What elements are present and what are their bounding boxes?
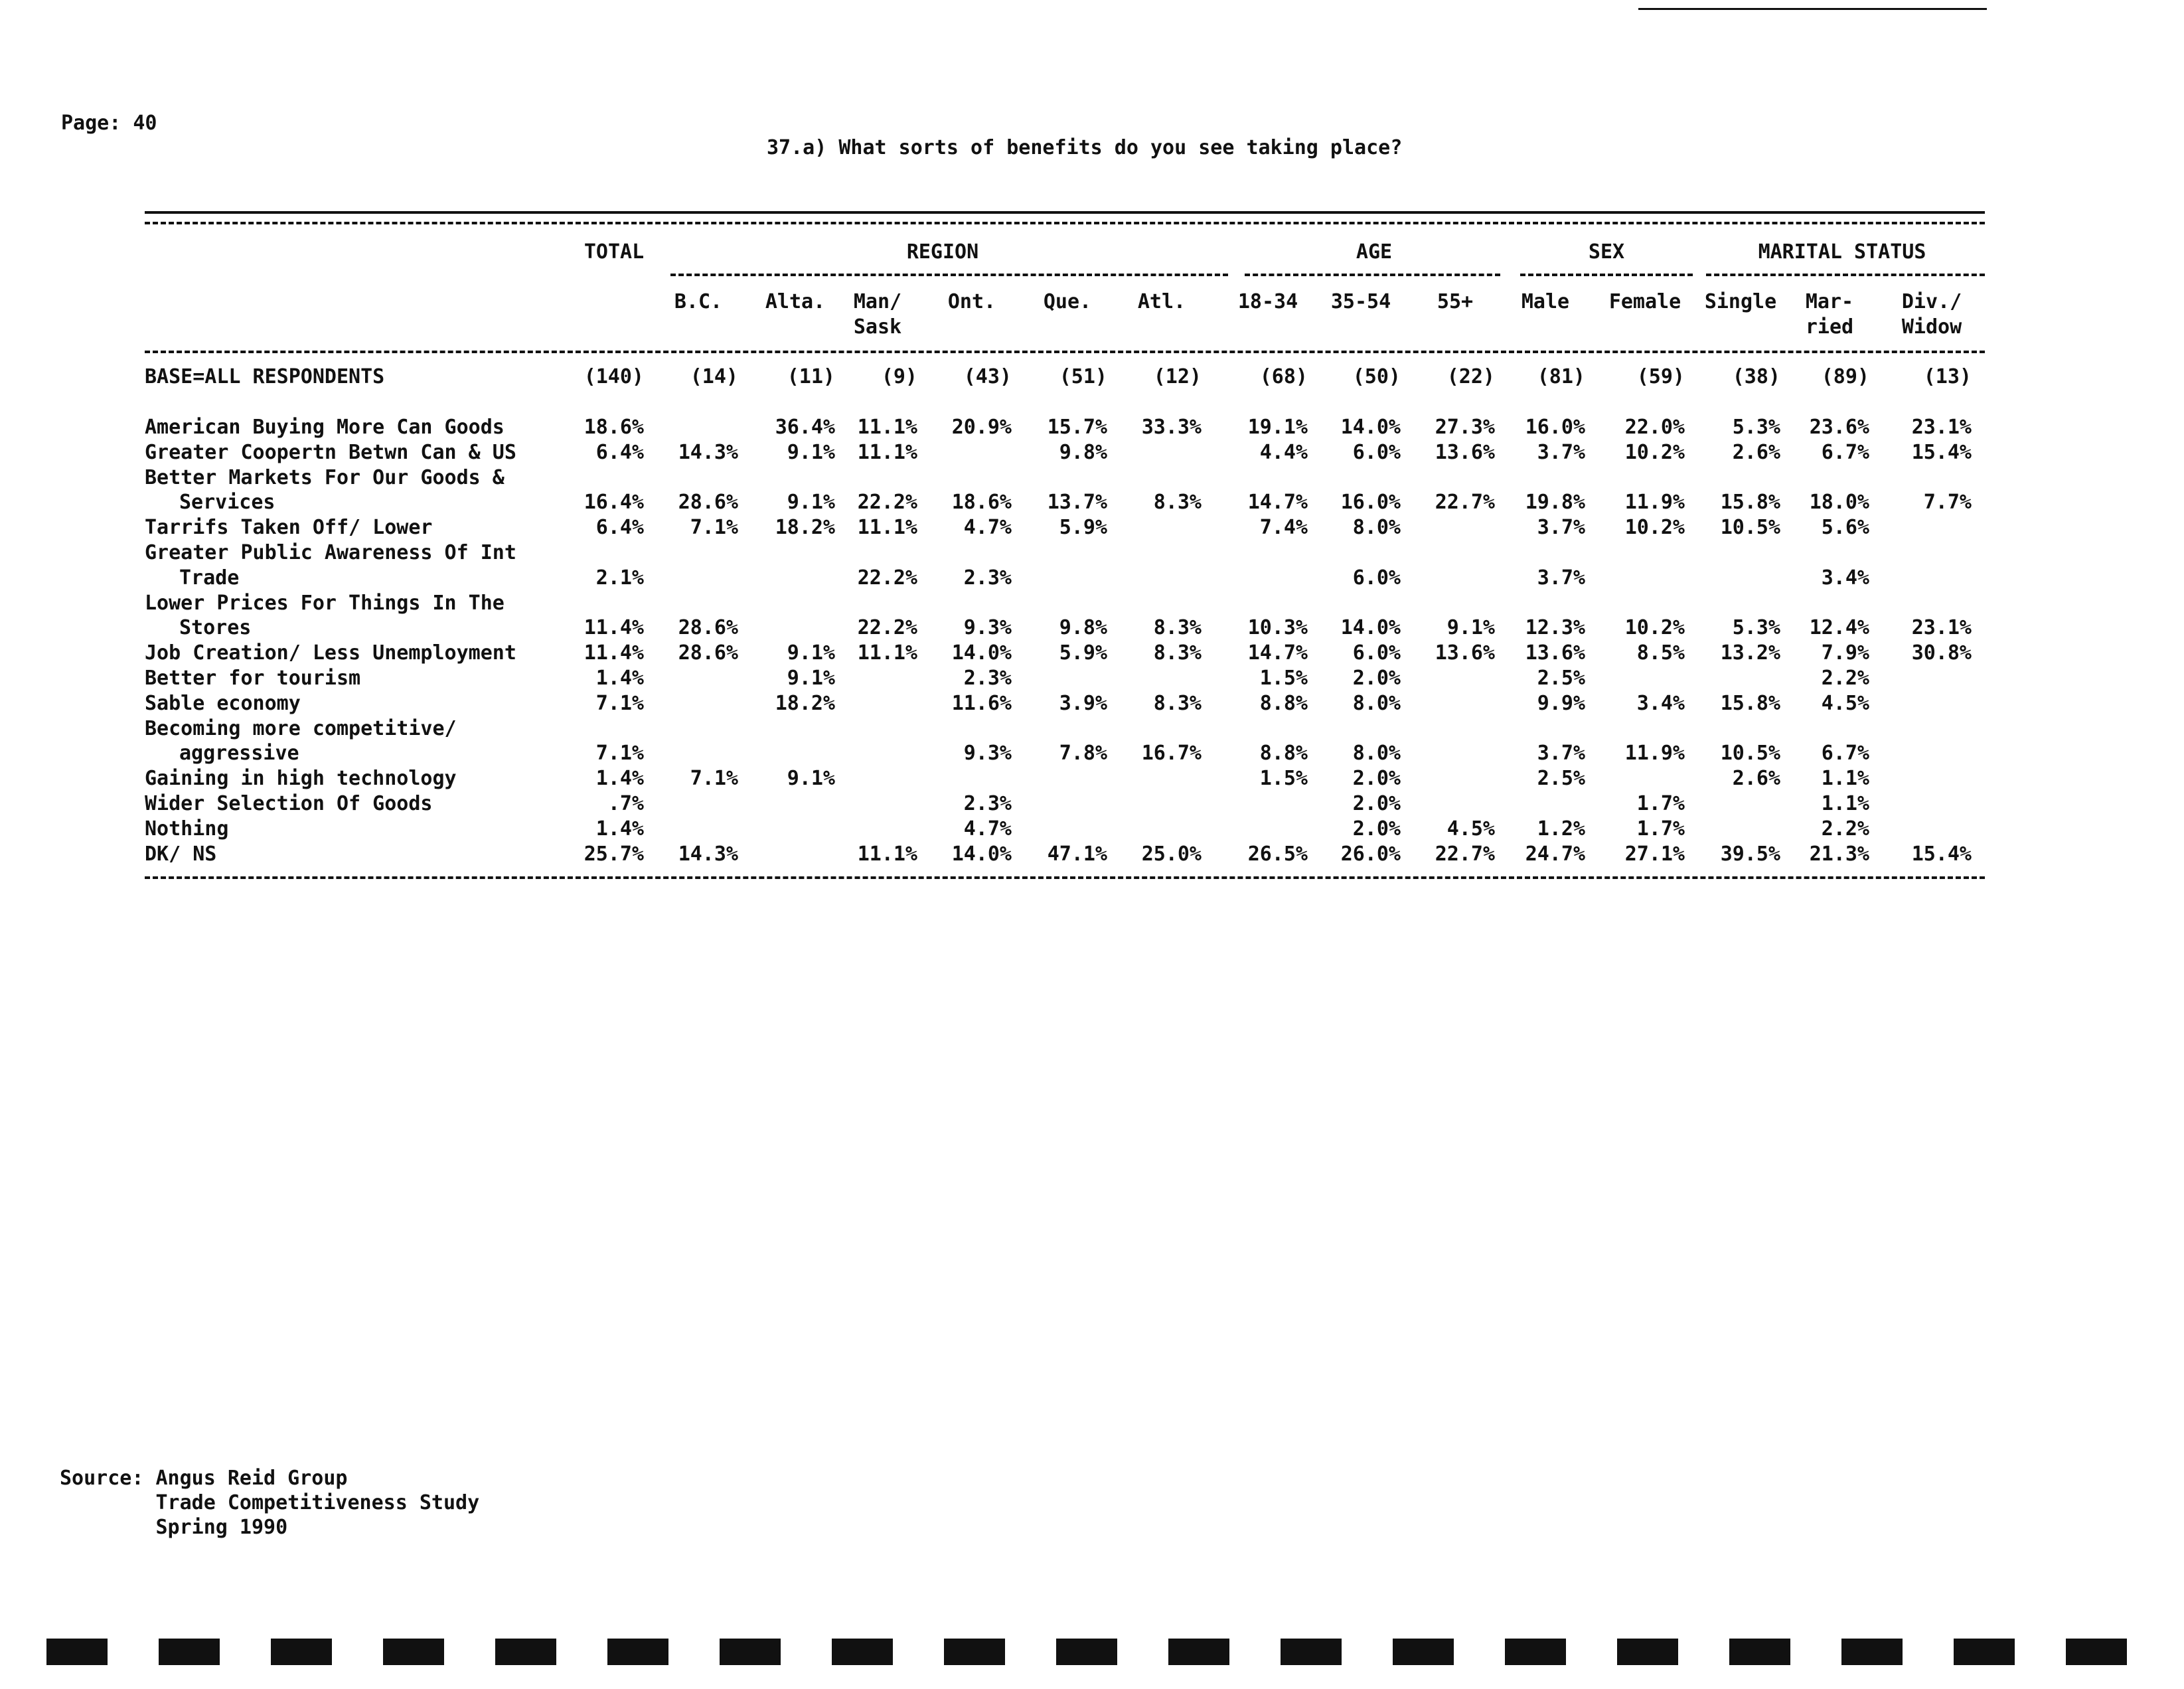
- table-cell: 3.7%: [1537, 566, 1585, 590]
- table-cell: 4.5%: [1821, 691, 1869, 715]
- table-cell: 2.0%: [1352, 792, 1401, 815]
- table-cell: 19.1%: [1247, 416, 1308, 439]
- table-cell: 15.4%: [1911, 842, 1972, 866]
- bottom-mark: [2066, 1639, 2127, 1665]
- table-cell: 3.4%: [1636, 691, 1685, 715]
- table-cell: 28.6%: [678, 491, 738, 515]
- table-cell: 25.0%: [1141, 842, 1202, 866]
- table-cell: 2.2%: [1821, 667, 1869, 690]
- table-cell: 8.8%: [1259, 691, 1308, 715]
- row-label: Job Creation/ Less Unemployment: [145, 641, 516, 665]
- table-bottom-rule: [145, 876, 1985, 879]
- table-cell: 21.3%: [1809, 842, 1869, 866]
- bottom-mark: [1393, 1639, 1454, 1665]
- table-cell: 22.2%: [857, 566, 917, 590]
- table-cell: 9.1%: [1446, 616, 1495, 640]
- table-cell: 11.6%: [951, 691, 1012, 715]
- table-cell: 1.4%: [595, 767, 644, 791]
- table-cell: 3.9%: [1059, 691, 1107, 715]
- row-label: American Buying More Can Goods: [145, 416, 505, 439]
- column-header: Ont.: [947, 290, 996, 313]
- table-cell: 1.7%: [1636, 792, 1685, 815]
- base-value: (59): [1636, 365, 1685, 388]
- column-header: Atl.: [1137, 290, 1186, 313]
- table-cell: 16.4%: [584, 491, 644, 515]
- table-cell: 2.3%: [963, 667, 1012, 690]
- row-label: Tarrifs Taken Off/ Lower: [145, 516, 433, 540]
- base-value: (13): [1923, 365, 1972, 388]
- table-cell: 15.7%: [1047, 416, 1107, 439]
- table-cell: 27.1%: [1624, 842, 1685, 866]
- row-label: Becoming more competitive/: [145, 716, 457, 740]
- bottom-mark: [1168, 1639, 1229, 1665]
- row-label: Better for tourism: [145, 667, 361, 690]
- table-cell: 30.8%: [1911, 641, 1972, 665]
- table-cell: 2.1%: [595, 566, 644, 590]
- bottom-mark: [159, 1639, 220, 1665]
- table-cell: 12.3%: [1525, 616, 1585, 640]
- group-header-region: REGION: [906, 240, 979, 264]
- row-label: DK/ NS: [145, 842, 217, 866]
- table-cell: 1.4%: [595, 667, 644, 690]
- table-cell: 22.7%: [1435, 491, 1495, 515]
- column-header: Div./ Widow: [1901, 290, 1962, 339]
- table-cell: 15.8%: [1720, 691, 1780, 715]
- base-value: (11): [787, 365, 835, 388]
- source-note: Source: Angus Reid Group Trade Competitiveness Study Spring 1990: [60, 1467, 480, 1539]
- table-cell: 3.4%: [1821, 566, 1869, 590]
- table-cell: 9.1%: [787, 641, 835, 665]
- row-label: Greater Public Awareness Of Int: [145, 541, 516, 564]
- table-cell: 12.4%: [1809, 616, 1869, 640]
- table-cell: 5.9%: [1059, 641, 1107, 665]
- table-cell: 13.6%: [1435, 641, 1495, 665]
- table-cell: 7.1%: [595, 742, 644, 765]
- table-cell: 11.4%: [584, 641, 644, 665]
- bottom-mark: [1281, 1639, 1342, 1665]
- group-underline: [1245, 274, 1500, 276]
- table-cell: 2.3%: [963, 566, 1012, 590]
- table-cell: 15.8%: [1720, 491, 1780, 515]
- table-cell: 11.9%: [1624, 742, 1685, 765]
- table-cell: 8.3%: [1153, 491, 1202, 515]
- table-cell: 7.8%: [1059, 742, 1107, 765]
- table-cell: 26.0%: [1340, 842, 1401, 866]
- column-header: Male: [1521, 290, 1570, 313]
- table-cell: 1.4%: [595, 817, 644, 841]
- table-cell: 7.1%: [595, 691, 644, 715]
- table-cell: 6.0%: [1352, 566, 1401, 590]
- table-cell: 24.7%: [1525, 842, 1585, 866]
- table-cell: 9.9%: [1537, 691, 1585, 715]
- table-cell: 10.5%: [1720, 742, 1780, 765]
- table-cell: 2.0%: [1352, 667, 1401, 690]
- table-cell: 2.5%: [1537, 667, 1585, 690]
- group-header-sex: SEX: [1588, 240, 1625, 264]
- table-cell: 11.1%: [857, 641, 917, 665]
- table-cell: 8.5%: [1636, 641, 1685, 665]
- table-cell: 9.3%: [963, 742, 1012, 765]
- column-header: Mar- ried: [1805, 290, 1854, 339]
- base-value: (89): [1821, 365, 1869, 388]
- table-cell: 4.7%: [963, 817, 1012, 841]
- column-header: Man/ Sask: [853, 290, 902, 339]
- bottom-mark: [1729, 1639, 1790, 1665]
- table-cell: .7%: [607, 792, 644, 815]
- table-cell: 16.7%: [1141, 742, 1202, 765]
- table-cell: 3.7%: [1537, 516, 1585, 540]
- table-cell: 22.2%: [857, 491, 917, 515]
- table-cell: 6.0%: [1352, 440, 1401, 464]
- row-label: Greater Coopertn Betwn Can & US: [145, 440, 516, 464]
- table-cell: 9.3%: [963, 616, 1012, 640]
- table-cell: 8.0%: [1352, 516, 1401, 540]
- table-cell: 13.6%: [1435, 440, 1495, 464]
- table-cell: 2.3%: [963, 792, 1012, 815]
- table-cell: 5.9%: [1059, 516, 1107, 540]
- table-cell: 2.6%: [1732, 767, 1780, 791]
- table-cell: 2.0%: [1352, 817, 1401, 841]
- group-underline: [670, 274, 1228, 276]
- table-cell: 18.6%: [951, 491, 1012, 515]
- bottom-mark: [1617, 1639, 1678, 1665]
- table-cell: 4.5%: [1446, 817, 1495, 841]
- table-cell: 1.5%: [1259, 767, 1308, 791]
- table-cell: 5.6%: [1821, 516, 1869, 540]
- table-cell: 23.1%: [1911, 416, 1972, 439]
- bottom-mark: [607, 1639, 668, 1665]
- bottom-mark: [383, 1639, 444, 1665]
- table-cell: 18.2%: [775, 516, 835, 540]
- bottom-mark: [495, 1639, 556, 1665]
- base-value: (22): [1446, 365, 1495, 388]
- table-cell: 11.1%: [857, 440, 917, 464]
- table-cell: 3.7%: [1537, 742, 1585, 765]
- table-cell: 14.7%: [1247, 491, 1308, 515]
- row-label: aggressive: [179, 742, 299, 765]
- table-cell: 18.6%: [584, 416, 644, 439]
- table-cell: 10.5%: [1720, 516, 1780, 540]
- base-value: (43): [963, 365, 1012, 388]
- table-cell: 8.3%: [1153, 641, 1202, 665]
- table-cell: 8.3%: [1153, 691, 1202, 715]
- table-cell: 14.0%: [951, 641, 1012, 665]
- row-label: Stores: [179, 616, 252, 640]
- table-cell: 11.9%: [1624, 491, 1685, 515]
- table-cell: 7.4%: [1259, 516, 1308, 540]
- group-header-total: TOTAL: [584, 240, 645, 264]
- top-edge-line: [1638, 8, 1987, 10]
- bottom-mark: [46, 1639, 108, 1665]
- group-underline: [1520, 274, 1693, 276]
- header-bottom-rule: [145, 351, 1985, 353]
- table-cell: 16.0%: [1525, 416, 1585, 439]
- table-cell: 10.2%: [1624, 616, 1685, 640]
- table-cell: 8.0%: [1352, 742, 1401, 765]
- table-cell: 5.3%: [1732, 616, 1780, 640]
- table-cell: 9.1%: [787, 767, 835, 791]
- table-cell: 11.1%: [857, 516, 917, 540]
- table-cell: 2.0%: [1352, 767, 1401, 791]
- table-cell: 9.8%: [1059, 616, 1107, 640]
- base-value: (9): [881, 365, 917, 388]
- base-value: (38): [1732, 365, 1780, 388]
- table-cell: 7.7%: [1923, 491, 1972, 515]
- table-cell: 23.1%: [1911, 616, 1972, 640]
- group-header-marital: MARITAL STATUS: [1758, 240, 1926, 264]
- row-label: Wider Selection Of Goods: [145, 792, 433, 815]
- group-header-age: AGE: [1356, 240, 1393, 264]
- row-label: Lower Prices For Things In The: [145, 591, 505, 615]
- question-title: 37.a) What sorts of benefits do you see taking place?: [767, 136, 1403, 159]
- table-cell: 6.0%: [1352, 641, 1401, 665]
- table-cell: 22.0%: [1624, 416, 1685, 439]
- column-header: Alta.: [765, 290, 826, 313]
- table-cell: 10.2%: [1624, 516, 1685, 540]
- row-label: Trade: [179, 566, 240, 590]
- column-header: 55+: [1437, 290, 1474, 313]
- table-cell: 14.3%: [678, 440, 738, 464]
- bottom-mark: [1954, 1639, 2015, 1665]
- table-cell: 6.4%: [595, 516, 644, 540]
- table-cell: 6.7%: [1821, 742, 1869, 765]
- table-cell: 19.8%: [1525, 491, 1585, 515]
- row-label: Sable economy: [145, 691, 301, 715]
- base-value: (51): [1059, 365, 1107, 388]
- table-cell: 26.5%: [1247, 842, 1308, 866]
- table-cell: 1.1%: [1821, 792, 1869, 815]
- table-cell: 13.7%: [1047, 491, 1107, 515]
- table-cell: 22.7%: [1435, 842, 1495, 866]
- table-cell: 36.4%: [775, 416, 835, 439]
- table-cell: 3.7%: [1537, 440, 1585, 464]
- group-underline: [1706, 274, 1985, 276]
- bottom-mark: [832, 1639, 893, 1665]
- base-value: (14): [690, 365, 738, 388]
- column-header: Female: [1608, 290, 1681, 313]
- bottom-mark: [271, 1639, 332, 1665]
- table-cell: 1.7%: [1636, 817, 1685, 841]
- bottom-mark: [1056, 1639, 1117, 1665]
- table-cell: 10.3%: [1247, 616, 1308, 640]
- base-value: (81): [1537, 365, 1585, 388]
- table-cell: 11.1%: [857, 416, 917, 439]
- base-value: (12): [1153, 365, 1202, 388]
- table-cell: 7.1%: [690, 767, 738, 791]
- table-top-dashed-rule: [145, 222, 1985, 224]
- column-header: 35-54: [1330, 290, 1391, 313]
- row-label: Nothing: [145, 817, 229, 841]
- table-cell: 1.5%: [1259, 667, 1308, 690]
- table-cell: 8.3%: [1153, 616, 1202, 640]
- table-cell: 14.3%: [678, 842, 738, 866]
- table-cell: 27.3%: [1435, 416, 1495, 439]
- table-cell: 8.0%: [1352, 691, 1401, 715]
- table-cell: 2.6%: [1732, 440, 1780, 464]
- table-cell: 2.5%: [1537, 767, 1585, 791]
- table-cell: 7.9%: [1821, 641, 1869, 665]
- bottom-mark: [1841, 1639, 1903, 1665]
- column-header: B.C.: [674, 290, 723, 313]
- table-cell: 22.2%: [857, 616, 917, 640]
- table-cell: 15.4%: [1911, 440, 1972, 464]
- table-cell: 14.7%: [1247, 641, 1308, 665]
- table-cell: 28.6%: [678, 641, 738, 665]
- table-cell: 1.2%: [1537, 817, 1585, 841]
- base-value: (140): [584, 365, 644, 388]
- table-cell: 4.7%: [963, 516, 1012, 540]
- table-cell: 47.1%: [1047, 842, 1107, 866]
- table-cell: 1.1%: [1821, 767, 1869, 791]
- column-header: Single: [1704, 290, 1777, 313]
- table-cell: 28.6%: [678, 616, 738, 640]
- table-cell: 20.9%: [951, 416, 1012, 439]
- table-cell: 9.1%: [787, 667, 835, 690]
- table-cell: 14.0%: [1340, 416, 1401, 439]
- table-cell: 7.1%: [690, 516, 738, 540]
- table-cell: 6.7%: [1821, 440, 1869, 464]
- table-cell: 33.3%: [1141, 416, 1202, 439]
- bottom-mark: [944, 1639, 1005, 1665]
- table-cell: 18.0%: [1809, 491, 1869, 515]
- table-cell: 4.4%: [1259, 440, 1308, 464]
- row-label: Gaining in high technology: [145, 767, 457, 791]
- column-header: Que.: [1043, 290, 1092, 313]
- row-label: Better Markets For Our Goods &: [145, 465, 505, 489]
- table-cell: 10.2%: [1624, 440, 1685, 464]
- base-value: (50): [1352, 365, 1401, 388]
- page-number: Page: 40: [61, 112, 157, 135]
- table-cell: 5.3%: [1732, 416, 1780, 439]
- table-cell: 23.6%: [1809, 416, 1869, 439]
- table-cell: 11.1%: [857, 842, 917, 866]
- table-cell: 2.2%: [1821, 817, 1869, 841]
- bottom-mark: [720, 1639, 781, 1665]
- table-cell: 9.1%: [787, 440, 835, 464]
- table-cell: 9.8%: [1059, 440, 1107, 464]
- table-cell: 6.4%: [595, 440, 644, 464]
- table-cell: 8.8%: [1259, 742, 1308, 765]
- table-cell: 39.5%: [1720, 842, 1780, 866]
- row-label: Services: [179, 491, 275, 515]
- base-label: BASE=ALL RESPONDENTS: [145, 365, 385, 388]
- table-cell: 16.0%: [1340, 491, 1401, 515]
- column-header: 18-34: [1237, 290, 1298, 313]
- table-cell: 13.2%: [1720, 641, 1780, 665]
- table-cell: 14.0%: [951, 842, 1012, 866]
- table-cell: 11.4%: [584, 616, 644, 640]
- bottom-mark: [1505, 1639, 1566, 1665]
- table-cell: 14.0%: [1340, 616, 1401, 640]
- table-cell: 18.2%: [775, 691, 835, 715]
- base-value: (68): [1259, 365, 1308, 388]
- table-cell: 25.7%: [584, 842, 644, 866]
- table-cell: 13.6%: [1525, 641, 1585, 665]
- table-cell: 9.1%: [787, 491, 835, 515]
- table-top-rule: [145, 211, 1985, 214]
